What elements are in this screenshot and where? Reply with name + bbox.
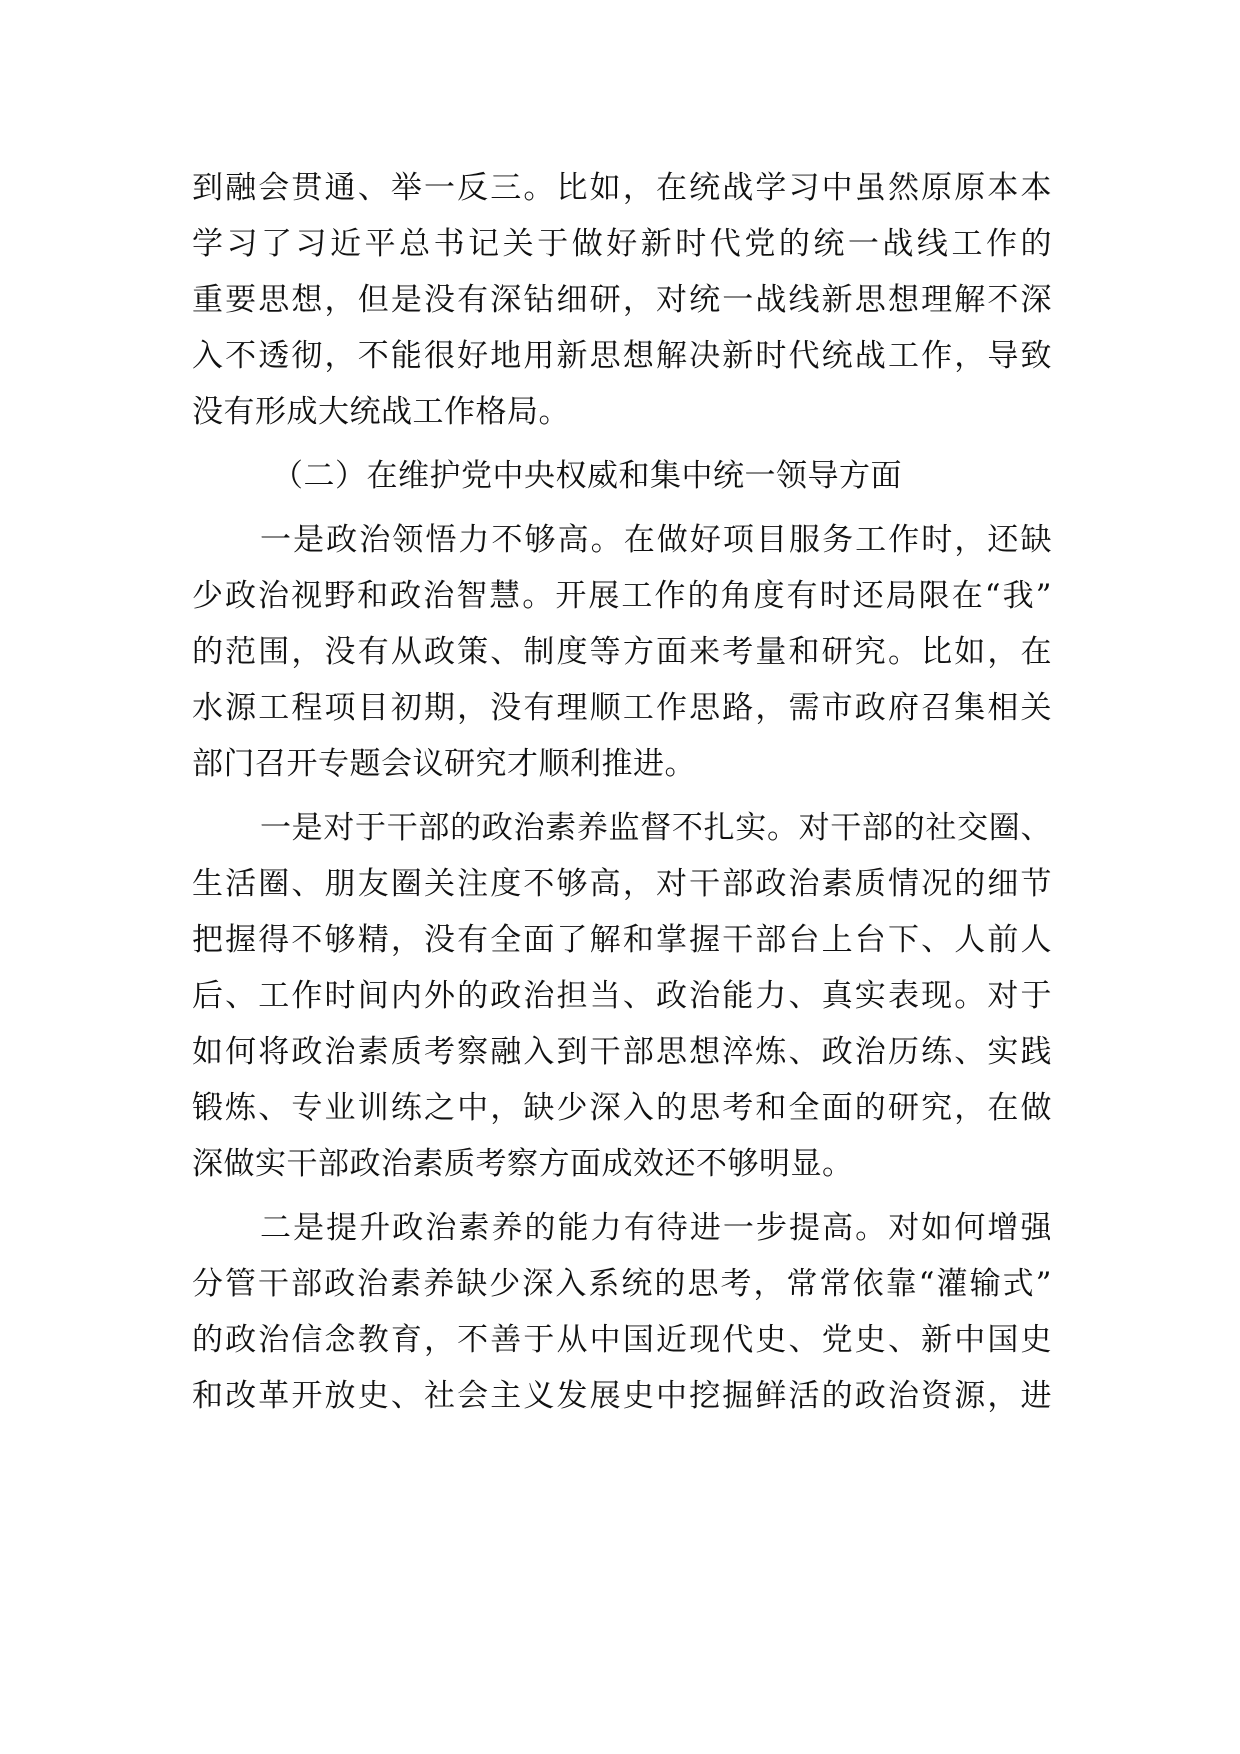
text-line: 学习了习近平总书记关于做好新时代党的统一战线工作的 bbox=[192, 226, 1052, 262]
text-line: 如何将政治素质考察融入到干部思想淬炼、政治历练、实践 bbox=[192, 1034, 1052, 1070]
section-heading bbox=[192, 448, 1052, 504]
text-line: 入不透彻，不能很好地用新思想解决新时代统战工作，导致 bbox=[192, 338, 1052, 374]
text-line: 重要思想，但是没有深钻细研，对统一战线新思想理解不深 bbox=[192, 282, 1052, 318]
section-heading-text: （二）在维护党中央权威和集中统一领导方面 bbox=[272, 458, 902, 494]
text-line: 到融会贯通、举一反三。比如，在统战学习中虽然原原本本 bbox=[192, 170, 1052, 206]
text-line: 深做实干部政治素质考察方面成效还不够明显。 bbox=[192, 1146, 854, 1182]
paragraph bbox=[192, 512, 1052, 792]
text-line: 和改革开放史、社会主义发展史中挖掘鲜活的政治资源，进 bbox=[192, 1378, 1052, 1414]
text-line: 一是对于干部的政治素养监督不扎实。对干部的社交圈、 bbox=[260, 810, 1052, 846]
text-line: 分管干部政治素养缺少深入系统的思考，常常依靠“灌输式” bbox=[192, 1266, 1052, 1302]
text-line: 一是政治领悟力不够高。在做好项目服务工作时，还缺 bbox=[260, 522, 1052, 558]
text-line: 水源工程项目初期，没有理顺工作思路，需市政府召集相关 bbox=[192, 690, 1052, 726]
text-line: 少政治视野和政治智慧。开展工作的角度有时还局限在“我” bbox=[192, 578, 1052, 614]
paragraph bbox=[192, 800, 1052, 1192]
text-line: 生活圈、朋友圈关注度不够高，对干部政治素质情况的细节 bbox=[192, 866, 1052, 902]
text-line: 没有形成大统战工作格局。 bbox=[192, 394, 570, 430]
text-line: 把握得不够精，没有全面了解和掌握干部台上台下、人前人 bbox=[192, 922, 1052, 958]
text-line: 部门召开专题会议研究才顺利推进。 bbox=[192, 746, 696, 782]
text-line: 的范围，没有从政策、制度等方面来考量和研究。比如，在 bbox=[192, 634, 1052, 670]
paragraph bbox=[192, 1200, 1052, 1424]
text-line: 二是提升政治素养的能力有待进一步提高。对如何增强 bbox=[260, 1210, 1052, 1246]
text-line: 的政治信念教育，不善于从中国近现代史、党史、新中国史 bbox=[192, 1322, 1052, 1358]
text-line: 后、工作时间内外的政治担当、政治能力、真实表现。对于 bbox=[192, 978, 1052, 1014]
paragraph-continuation bbox=[192, 160, 1052, 440]
text-line: 锻炼、专业训练之中，缺少深入的思考和全面的研究，在做 bbox=[192, 1090, 1052, 1126]
document-page bbox=[192, 160, 1052, 1424]
